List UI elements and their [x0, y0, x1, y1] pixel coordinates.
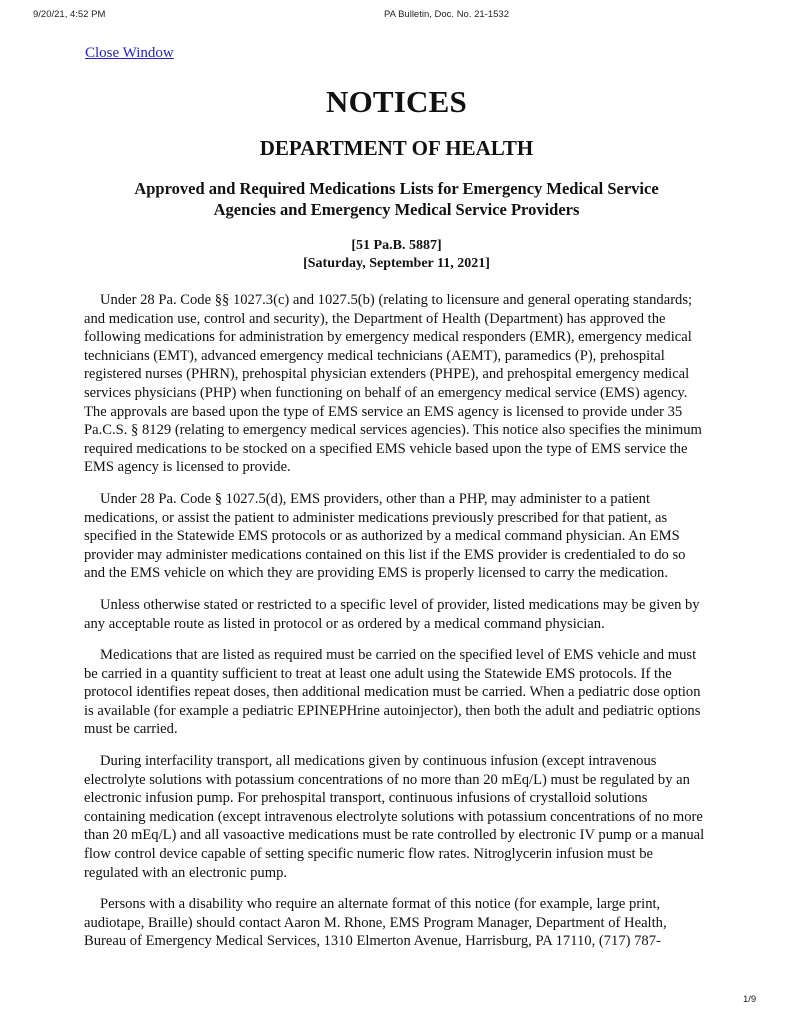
bulletin-citation: [51 Pa.B. 5887]: [351, 238, 442, 253]
print-document-title: PA Bulletin, Doc. No. 21-1532: [384, 9, 509, 20]
citation-block: [84, 237, 709, 273]
close-window-link[interactable]: Close Window: [85, 45, 174, 61]
print-date-time: 9/20/21, 4:52 PM: [33, 9, 106, 20]
notice-page: [84, 44, 709, 951]
section-heading: NOTICES: [326, 84, 467, 119]
body-paragraph-providers: Under 28 Pa. Code § 1027.5(d), EMS providers, other than a PHP, may administer to a patient medications, or assist the patient to administer medications previously prescribed for that patient, as specified in the Statewide EMS protocols or as authorized by a medical command physician. An EMS provider may administer medications contained on this list if the EMS provider is credentialed to do so and the EMS vehicle on which they are providing EMS is properly licensed to carry the medication.: [84, 490, 686, 582]
publication-date: [Saturday, September 11, 2021]: [303, 256, 490, 271]
notice-title: [84, 178, 709, 220]
notice-title-line-1: Approved and Required Medications Lists for Emergency Medical Service: [134, 179, 659, 198]
body-paragraph-routes: Unless otherwise stated or restricted to a specific level of provider, listed medications may be given by any acceptable route as listed in protocol or as ordered by a medical command physician.: [84, 596, 700, 632]
body-paragraph-infusion: During interfacility transport, all medications given by continuous infusion (except intravenous electrolyte solutions with potassium concentrations of no more than 20 mEq/L) must be regulated by an electronic infusion pump. For prehospital transport, continuous infusions of crystalloid solutions containing medication (except intravenous electrolyte solutions with potassium concentrations of no more than 20 mEq/L) and all vasoactive medications must be rate controlled by electronic IV pump or a manual flow control device capable of setting specific numeric flow rates. Nitroglycerin infusion must be regulated with an electronic pump.: [84, 753, 705, 881]
page-indicator: 1/9: [743, 994, 757, 1005]
print-header: [0, 9, 791, 23]
department-heading: DEPARTMENT OF HEALTH: [259, 136, 534, 160]
body-paragraph-required-meds: Medications that are listed as required must be carried on the specified level of EMS vehicle and must be carried in a quantity sufficient to treat at least one adult using the Statewide EMS protocols. If the protocol identifies repeat doses, then additional medication must be carried. When a pediatric dose option is available (for example a pediatric EPINEPHrine autoinjector), then both the adult and pediatric options must be carried.: [84, 647, 701, 738]
notice-title-line-2: Agencies and Emergency Medical Service Providers: [213, 200, 580, 219]
body-paragraph-accessibility: Persons with a disability who require an alternate format of this notice (for example, large print, audiotape, Braille) should contact Aaron M. Rhone, EMS Program Manager, Department of Health, Bureau of Emergency Medical Services, 1310 Elmerton Avenue, Harrisburg, PA 17110, (717) 787-: [84, 896, 667, 950]
body-paragraph-authority: Under 28 Pa. Code §§ 1027.3(c) and 1027.5(b) (relating to licensure and general operating standards; and medication use, control and security), the Department of Health (Department) has approved the following medications for administration by emergency medical responders (EMR), emergency medical technicians (EMT), advanced emergency medical technicians (AEMT), paramedics (P), prehospital registered nurses (PHRN), prehospital physician extenders (PHPE), and prehospital emergency medical services physicians (PHP) when functioning on behalf of an emergency medical service (EMS) agency. The approvals are based upon the type of EMS service an EMS agency is licensed to provide under 35 Pa.C.S. § 8129 (relating to emergency medical services agencies). This notice also specifies the minimum required medications to be stocked on a specified EMS vehicle based upon the type of EMS service the EMS agency is licensed to provide.: [84, 292, 702, 476]
